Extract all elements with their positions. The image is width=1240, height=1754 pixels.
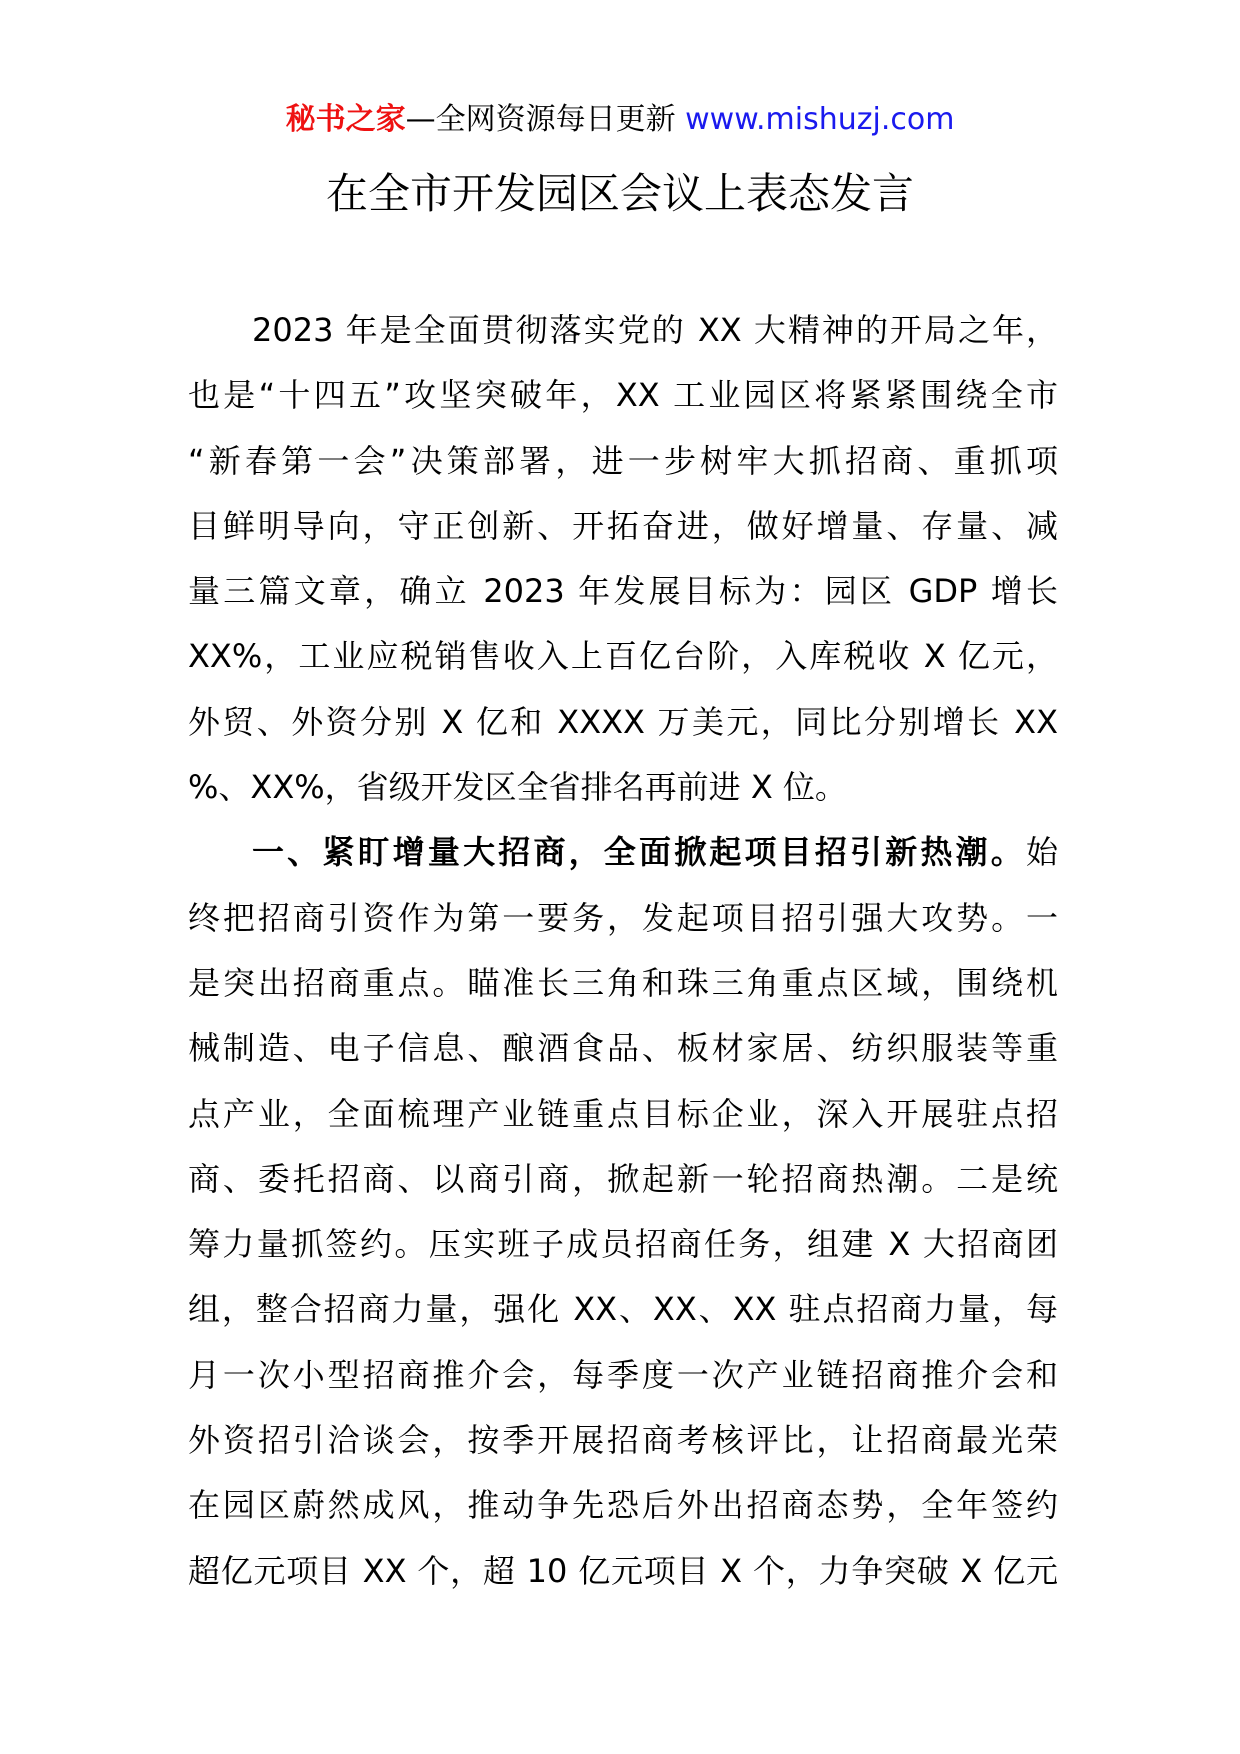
paragraph-line: 外资招引洽谈会，按季开展招商考核评比，让招商最光荣: [188, 1421, 1058, 1460]
section-heading-tail: 始: [1025, 833, 1058, 872]
section-heading: 一、紧盯增量大招商，全面掀起项目招引新热潮。: [252, 833, 1026, 872]
site-brand: 秘书之家: [285, 102, 406, 137]
site-url-link[interactable]: www.mishuzj.com: [685, 102, 955, 137]
paragraph-line: 也是“十四五”攻坚突破年，XX 工业园区将紧紧围绕全市: [188, 376, 1058, 415]
paragraph-line: 目鲜明导向，守正创新、开拓奋进，做好增量、存量、减: [188, 506, 1058, 545]
paragraph-line: 终把招商引资作为第一要务，发起项目招引强大攻势。一: [188, 898, 1058, 937]
paragraph-line: 外贸、外资分别 X 亿和 XXXX 万美元，同比分别增长 XX: [188, 702, 1058, 741]
paragraph-line: [188, 820, 1058, 885]
paragraph-line: XX%，工业应税销售收入上百亿台阶，入库税收 X 亿元，: [188, 637, 1058, 676]
site-banner: [0, 100, 1240, 140]
paragraph-line: 械制造、电子信息、酿酒食品、板材家居、纺织服装等重: [188, 1029, 1058, 1068]
paragraph-line: 量三篇文章，确立 2023 年发展目标为：园区 GDP 增长: [188, 572, 1058, 611]
paragraph-line: 超亿元项目 XX 个，超 10 亿元项目 X 个，力争突破 X 亿元: [188, 1551, 1058, 1590]
paragraph-line: %、XX%，省级开发区全省排名再前进 X 位。: [188, 768, 847, 807]
paragraph-line: 商、委托招商、以商引商，掀起新一轮招商热潮。二是统: [188, 1159, 1058, 1198]
paragraph-line: 在园区蔚然成风，推动争先恐后外出招商态势，全年签约: [188, 1486, 1058, 1525]
paragraph-line: 是突出招商重点。瞄准长三角和珠三角重点区域，围绕机: [188, 963, 1058, 1002]
paragraph-line: 2023 年是全面贯彻落实党的 XX 大精神的开局之年，: [252, 311, 1058, 349]
paragraph-intro: [188, 298, 1058, 820]
paragraph-line: 筹力量抓签约。压实班子成员招商任务，组建 X 大招商团: [188, 1225, 1058, 1264]
paragraph-line: 点产业，全面梳理产业链重点目标企业，深入开展驻点招: [188, 1094, 1058, 1133]
document-body: [188, 298, 1058, 1604]
paragraph-line: 组，整合招商力量，强化 XX、XX、XX 驻点招商力量，每: [188, 1290, 1058, 1329]
site-tagline: —全网资源每日更新: [405, 102, 676, 137]
paragraph-line: “新春第一会”决策部署，进一步树牢大抓招商、重抓项: [188, 441, 1058, 480]
document-title: 在全市开发园区会议上表态发言: [325, 169, 914, 218]
paragraph-line: 月一次小型招商推介会，每季度一次产业链招商推介会和: [188, 1355, 1058, 1394]
paragraph-section-one: [188, 820, 1058, 1604]
